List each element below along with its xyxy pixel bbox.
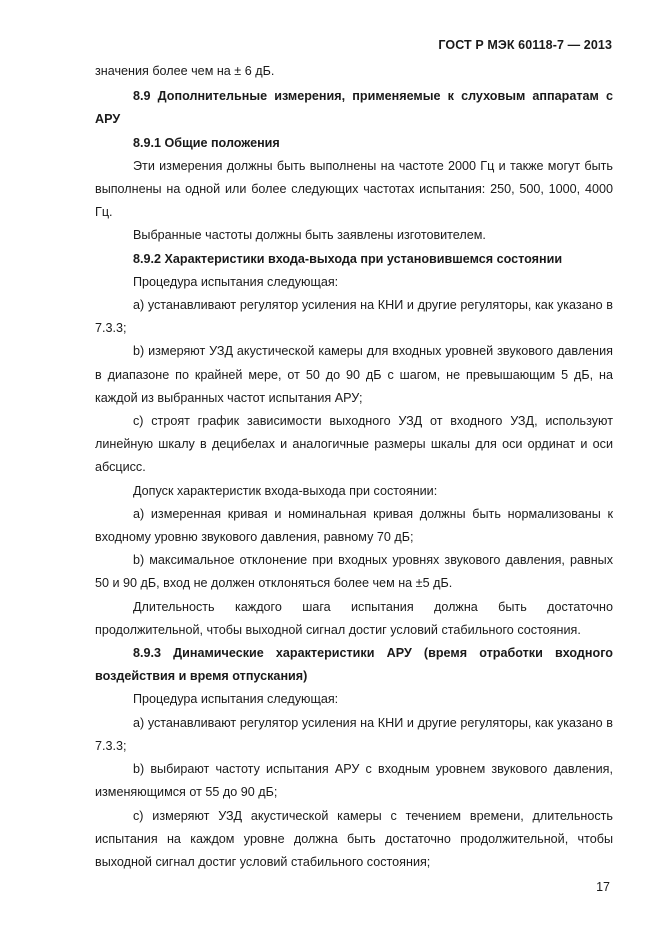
section-heading-8-9-2: 8.9.2 Характеристики входа-выхода при установившемся состоянии (133, 251, 563, 266)
list-item: a) измеренная кривая и номинальная кривая должны быть нормализованы к входному уровню звукового давления, равному 70 дБ; (95, 506, 613, 545)
paragraph: Процедура испытания следующая: (133, 274, 339, 289)
document-body (95, 60, 613, 874)
section-heading-8-9-3: 8.9.3 Динамические характеристики АРУ (время отработки входного воздействия и время отпускания) (95, 646, 613, 684)
paragraph: Эти измерения должны быть выполнены на частоте 2000 Гц и также могут быть выполнены на одной или более следующих частотах испытания: 250, 500, 1000, 4000 Гц. (95, 158, 613, 220)
section-heading-8-9: 8.9 Дополнительные измерения, применяемые к слуховым аппаратам с АРУ (95, 89, 613, 127)
list-item: c) измеряют УЗД акустической камеры с течением времени, длительность испытания на каждом уровне должна быть достаточно продолжительной, чтобы выходной сигнал достиг условий стабильного состояния; (95, 808, 613, 869)
paragraph: Выбранные частоты должны быть заявлены изготовителем. (133, 228, 486, 243)
section-heading-8-9-1: 8.9.1 Общие положения (133, 135, 280, 150)
list-item: b) выбирают частоту испытания АРУ с входным уровнем звукового давления, изменяющимся от 55 до 90 дБ; (95, 762, 613, 800)
document-header: ГОСТ Р МЭК 60118-7 — 2013 (438, 38, 612, 52)
paragraph: Процедура испытания следующая: (133, 692, 339, 707)
list-item: a) устанавливают регулятор усиления на КНИ и другие регуляторы, как указано в 7.3.3; (95, 298, 613, 336)
paragraph: Допуск характеристик входа-выхода при состоянии: (133, 483, 438, 498)
list-item: b) измеряют УЗД акустической камеры для входных уровней звукового давления в диапазоне по крайней мере, от 50 до 90 дБ с шагом, не превышающим 5 дБ, на каждой из выбранных частот испытания АРУ; (95, 344, 613, 405)
list-item: c) строят график зависимости выходного УЗД от входного УЗД, используют линейную шкалу в децибелах и аналогичные размеры шкалы для оси ординат и оси абсцисс. (95, 414, 613, 475)
paragraph: значения более чем на ± 6 дБ. (95, 64, 275, 78)
page-number: 17 (596, 880, 610, 894)
paragraph: Длительность каждого шага испытания должна быть достаточно продолжительной, чтобы выходной сигнал достиг условий стабильного состояния. (95, 599, 613, 637)
list-item: a) устанавливают регулятор усиления на КНИ и другие регуляторы, как указано в 7.3.3; (95, 715, 613, 753)
list-item: b) максимальное отклонение при входных уровнях звукового давления, равных 50 и 90 дБ, вход не должен отклоняться более чем на ±5 дБ. (95, 553, 613, 591)
